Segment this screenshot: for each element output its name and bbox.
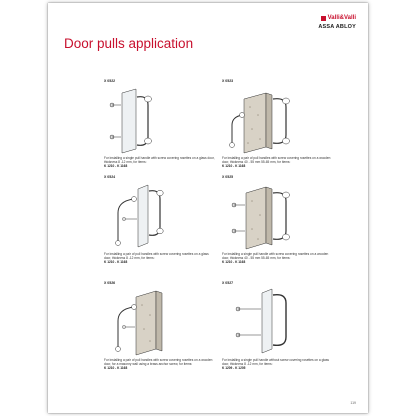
brand-logo-mark [321, 16, 326, 21]
item-models: K 1210 - K 1168 [104, 260, 128, 264]
glass-door-pair-handles-illustration [104, 181, 184, 251]
item-code: X 0524 [104, 175, 116, 179]
item-code: X 0525 [222, 175, 234, 179]
wooden-door-masonry-pair-handles-illustration [104, 287, 184, 357]
catalog-page [48, 3, 368, 413]
brand-logo [318, 15, 356, 22]
item-code: X 0523 [222, 79, 234, 83]
item-x0526 [104, 281, 222, 370]
wooden-door-single-handle-illustration [222, 181, 302, 251]
item-models: K 1210 - K 1168 [104, 366, 128, 370]
item-x0523 [222, 79, 340, 168]
item-description: For installing a pair of pull handles with screw covering rosettes on a wooden door, thickness 40 - 55 mm 55-65 mm, for items: [222, 156, 331, 164]
item-models: K 1210 - K 1168 [222, 164, 246, 168]
item-models: K 1210 - K 1168 [222, 260, 246, 264]
item-code: X 0527 [222, 281, 234, 285]
brand-primary-name: Valli&Valli [327, 15, 356, 21]
item-x0522 [104, 79, 222, 168]
item-x0525 [222, 175, 340, 264]
item-description: For installing a single pull handle without screw covering rosettes on a glass door, thickness 8 -12 mm, for items: [222, 358, 330, 366]
item-x0527 [222, 281, 340, 370]
item-models: K 1209 - K 1205 [222, 366, 246, 370]
item-description: For installing a pair of pull handles with screw covering rosettes on a glass door, thickness 8 -12 mm, for items: [104, 252, 209, 260]
item-code: X 0522 [104, 79, 116, 83]
wooden-door-pair-handles-illustration [222, 85, 302, 155]
item-x0524 [104, 175, 222, 264]
glass-door-single-handle-illustration [104, 85, 184, 155]
glass-door-single-handle-no-rosettes-illustration [222, 287, 302, 357]
item-description: For installing a single pull handle with screw covering rosettes on a wooden door, thickness 40 - 55 mm 55-65 mm, for items: [222, 252, 329, 260]
page-number: 119 [350, 401, 356, 405]
brand-block [318, 15, 356, 30]
item-description: For installing a single pull handle with screw covering rosettes on a glass door, thickness 8 -12 mm, for items: [104, 156, 215, 164]
item-description: For installing a pair of pull handles with screw covering rosettes on a wooden door, for a masonry wall using a brass anchor screw, for items: [104, 358, 213, 366]
item-code: X 0526 [104, 281, 116, 285]
item-models: K 1210 - K 1168 [104, 164, 128, 168]
brand-secondary-name: ASSA ABLOY [318, 24, 356, 30]
page-title: Door pulls application [64, 36, 194, 51]
